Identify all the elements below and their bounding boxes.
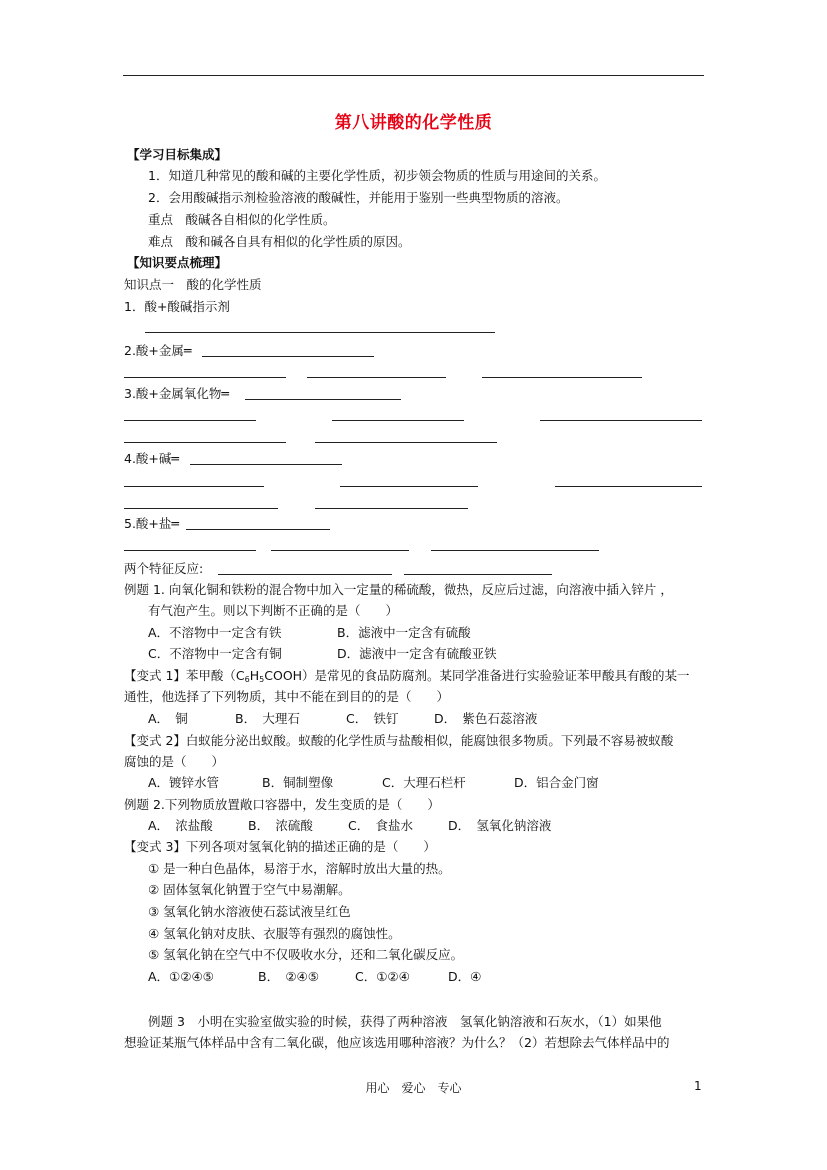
variant-3-option-a: A．①②④⑤ xyxy=(148,969,214,984)
example-1-option-b: B．滤液中一定含有硫酸 xyxy=(337,625,471,640)
answer-blank[interactable] xyxy=(271,550,409,551)
answer-blank[interactable] xyxy=(540,420,702,421)
variant-1-option-a: A． 铜 xyxy=(148,711,188,726)
variant-2-option-a: A．镀锌水管 xyxy=(148,775,220,790)
item-1-label: 1．酸+酸碱指示剂 xyxy=(124,299,230,314)
answer-blank[interactable] xyxy=(555,486,702,487)
answer-blank[interactable] xyxy=(186,529,330,530)
variant-2-line-2: 腐蚀的是（ ） xyxy=(124,754,225,769)
answer-blank[interactable] xyxy=(190,464,342,465)
subscript-5: 5 xyxy=(259,675,265,684)
example-2-option-a: A． 浓盐酸 xyxy=(148,818,213,833)
example-1-line-2: 有气泡产生。则以下判断不正确的是（ ） xyxy=(148,603,399,618)
answer-blank[interactable] xyxy=(404,574,552,575)
knowledge-point-1: 知识点一 酸的化学性质 xyxy=(124,277,262,292)
answer-blank[interactable] xyxy=(124,508,278,509)
variant-3-statement-4: ④ 氢氧化钠对皮肤、衣服等有强烈的腐蚀性。 xyxy=(148,926,401,941)
page-footer: 用心 爱心 专心 xyxy=(365,1081,462,1095)
answer-blank[interactable] xyxy=(315,442,497,443)
variant-1-line-2: 通性，他选择了下列物质，其中不能在到目的的是（ ） xyxy=(124,689,450,704)
example-3-line-1: 例题 3 小明在实验室做实验的时候，获得了两种溶液 氢氧化钠溶液和石灰水，（1）如果他 xyxy=(148,1014,662,1029)
page-number: 1 xyxy=(694,1079,702,1093)
variant-3-statement-3: ③ 氢氧化钠水溶液使石蕊试液呈红色 xyxy=(148,904,351,919)
example-1-option-d: D．滤液中一定含有硫酸亚铁 xyxy=(337,646,497,661)
variant-1-option-d: D． 紫色石蕊溶液 xyxy=(434,711,538,726)
answer-blank[interactable] xyxy=(315,508,468,509)
section-goals-heading: 【学习目标集成】 xyxy=(127,147,228,162)
answer-blank[interactable] xyxy=(332,420,464,421)
variant-1-text-b: COOH）是常见的食品防腐剂。某同学准备进行实验验证苯甲酸具有酸的某一 xyxy=(264,668,690,683)
item-4-label: 4.酸+碱═ xyxy=(124,451,179,466)
answer-blank[interactable] xyxy=(431,550,599,551)
item-5-label: 5.酸+盐═ xyxy=(124,516,179,531)
example-2-option-b: B． 浓硫酸 xyxy=(248,818,313,833)
example-1-line-1: 例题 1. 向氧化铜和铁粉的混合物中加入一定量的稀硫酸，微热，反应后过滤，向溶液中插入锌片 ， xyxy=(124,582,673,597)
variant-2-option-d: D．铝合金门窗 xyxy=(514,775,599,790)
goal-2: 2．会用酸碱指示剂检验溶液的酸碱性，并能用于鉴别一些典型物质的溶液。 xyxy=(148,190,569,205)
example-2-option-d: D． 氢氧化钠溶液 xyxy=(448,818,552,833)
variant-3-option-b: B． ②④⑤ xyxy=(258,969,319,984)
example-3-line-2: 想验证某瓶气体样品中含有二氧化碳，他应该选用哪种溶液？为什么？（2）若想除去气体样品中的 xyxy=(124,1035,670,1050)
answer-blank[interactable] xyxy=(202,356,374,357)
variant-1-line-1 xyxy=(124,668,690,688)
example-1-option-a: A．不溶物中一定含有铁 xyxy=(148,625,282,640)
header-rule xyxy=(123,75,704,76)
variant-1-text-h: H xyxy=(249,668,260,683)
answer-blank[interactable] xyxy=(340,486,478,487)
answer-blank[interactable] xyxy=(245,399,401,400)
difficult-point: 难点 酸和碱各自具有相似的化学性质的原因。 xyxy=(148,234,411,249)
item-2-label: 2.酸+金属═ xyxy=(124,343,192,358)
answer-blank[interactable] xyxy=(124,442,286,443)
answer-blank[interactable] xyxy=(124,550,256,551)
section-points-heading: 【知识要点梳理】 xyxy=(127,255,228,270)
page-title: 第八讲酸的化学性质 xyxy=(334,113,493,133)
variant-3-option-d: D．④ xyxy=(448,969,482,984)
variant-3: 【变式 3】下列各项对氢氧化钠的描述正确的是（ ） xyxy=(124,839,436,854)
variant-1-text-a: 【变式 1】苯甲酸（C xyxy=(124,668,245,683)
answer-blank[interactable] xyxy=(124,377,286,378)
variant-3-statement-2: ② 固体氢氧化钠置于空气中易潮解。 xyxy=(148,882,351,897)
item-3-label: 3.酸+金属氧化物═ xyxy=(124,386,229,401)
variant-1-option-c: C． 铁钉 xyxy=(346,711,399,726)
answer-blank[interactable] xyxy=(145,332,495,333)
subscript-6: 6 xyxy=(244,675,250,684)
answer-blank[interactable] xyxy=(124,486,264,487)
answer-blank[interactable] xyxy=(124,420,256,421)
variant-2-option-b: B．铜制塑像 xyxy=(262,775,334,790)
variant-3-statement-1: ① 是一种白色晶体，易溶于水，溶解时放出大量的热。 xyxy=(148,861,451,876)
example-2-option-c: C． 食盐水 xyxy=(348,818,413,833)
goal-1: 1．知道几种常见的酸和碱的主要化学性质，初步领会物质的性质与用途间的关系。 xyxy=(148,168,606,183)
variant-3-option-c: C．①②④ xyxy=(355,969,410,984)
example-2: 例题 2.下列物质放置敞口容器中，发生变质的是（ ） xyxy=(124,797,440,812)
key-point: 重点 酸碱各自相似的化学性质。 xyxy=(148,212,336,227)
answer-blank[interactable] xyxy=(218,574,392,575)
example-1-option-c: C．不溶物中一定含有铜 xyxy=(148,646,282,661)
variant-2-option-c: C．大理石栏杆 xyxy=(382,775,466,790)
variant-1-option-b: B． 大理石 xyxy=(235,711,300,726)
answer-blank[interactable] xyxy=(482,377,642,378)
variant-3-statement-5: ⑤ 氢氧化钠在空气中不仅吸收水分，还和二氧化碳反应。 xyxy=(148,947,464,962)
two-reactions-label: 两个特征反应: xyxy=(124,561,204,576)
variant-2-line-1: 【变式 2】白蚁能分泌出蚁酸。蚁酸的化学性质与盐酸相似，能腐蚀很多物质。下列最不容易被蚁酸 xyxy=(124,733,674,748)
answer-blank[interactable] xyxy=(307,377,446,378)
